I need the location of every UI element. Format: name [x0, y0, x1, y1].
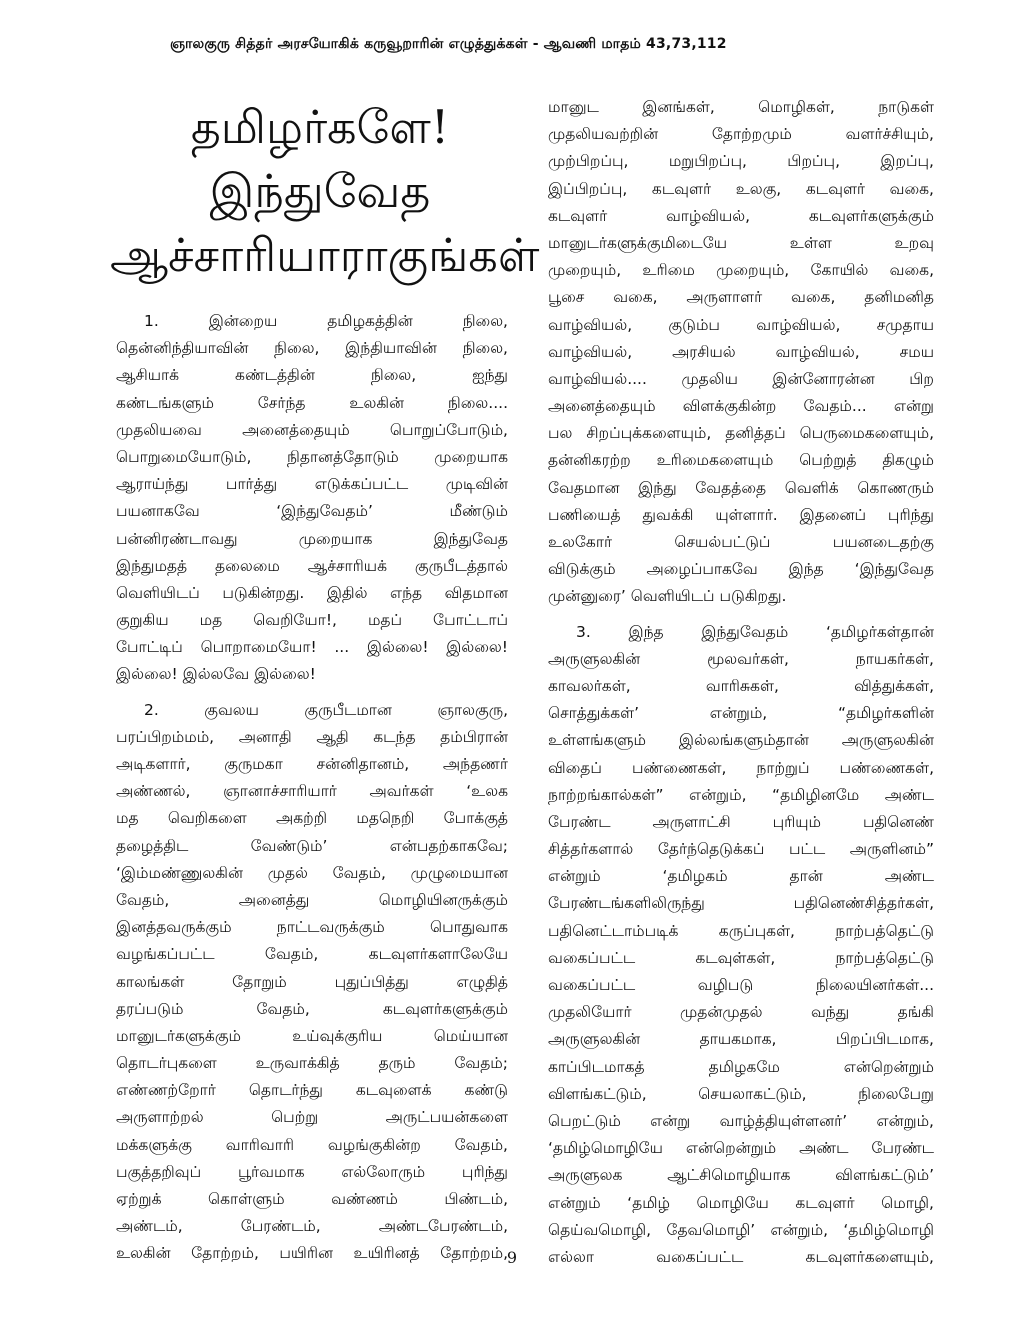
text-line: 1. இன்றைய தமிழகத்தின் நிலை,: [144, 312, 508, 330]
text-line: 2. குவலய குருபீடமான ஞாலகுரு,: [144, 700, 508, 719]
text-line: இந்துமதத் தலைமை ஆச்சாரியக் குருபீடத்தால்: [116, 556, 508, 575]
text-line: சித்தர்களால் தேர்ந்தெடுக்கப் பட்ட அருளினம்”: [548, 840, 934, 859]
text-line: தரப்படும் வேதம், கடவுளர்களுக்கும்: [116, 999, 508, 1018]
text-line: மானுட இனங்கள், மொழிகள், நாடுகள்: [548, 98, 934, 116]
text-line: 3. இந்த இந்துவேதம் ‘தமிழர்கள்தான்: [576, 622, 934, 641]
title-line: ஆச்சாரியாராகுங்கள்: [110, 228, 540, 282]
text-line: வேதமான இந்து வேதத்தை வெளிக் கொணரும்: [548, 478, 934, 497]
text-line: கடவுளர் வாழ்வியல், கடவுளர்களுக்கும்: [548, 206, 934, 225]
text-line: முதலியவற்றின் தோற்றமும் வளர்ச்சியும்,: [548, 125, 934, 144]
text-line: அண்டம், பேரண்டம், அண்டபேரண்டம்,: [116, 1217, 508, 1236]
text-line: பெறட்டும் என்று வாழ்த்தியுள்ளனர்’ என்றும்,: [548, 1111, 934, 1130]
text-line: அனைத்தையும் விளக்குகின்ற வேதம்... என்று: [548, 397, 934, 416]
text-line: பன்னிரண்டாவது முறையாக இந்துவேத: [116, 529, 508, 548]
text-line: பேரண்டங்களிலிருந்து பதினெண்சித்தர்கள்,: [548, 894, 934, 913]
paragraph-gap: [116, 689, 508, 697]
text-line: உலகின் தோற்றம், பயிரின உயிரினத் தோற்றம்,: [116, 1244, 508, 1263]
text-line: இல்லை! இல்லவே இல்லை!: [116, 665, 316, 684]
text-line: காலங்கள் தோறும் புதுப்பித்து எழுதித்: [116, 972, 508, 991]
text-line: இப்பிறப்பு, கடவுளர் உலகு, கடவுளர் வகை,: [548, 179, 934, 198]
text-line: வழங்கப்பட்ட வேதம், கடவுளர்களாலேயே: [116, 945, 508, 964]
text-line: காப்பிடமாகத் தமிழகமே என்றென்றும்: [548, 1057, 934, 1076]
text-line: அடிகளார், குருமகா சன்னிதானம், அந்தணர்: [116, 755, 508, 773]
text-line: விடுக்கும் அழைப்பாகவே இந்த ‘இந்துவேத: [548, 560, 934, 579]
text-line: ‘தமிழ்மொழியே என்றென்றும் அண்ட பேரண்ட: [548, 1139, 934, 1158]
text-line: எல்லா வகைப்பட்ட கடவுளர்களையும்,: [548, 1247, 934, 1266]
text-line: பரப்பிறம்மம், அனாதி ஆதி கடந்த தம்பிரான்: [116, 727, 508, 746]
text-line: வாழ்வியல்.... முதலிய இன்னோரன்ன பிற: [548, 369, 934, 388]
text-line: பல சிறப்புக்களையும், தனித்தப் பெருமைகளையும்,: [548, 424, 934, 443]
text-line: அருளுலகின் தாயகமாக, பிறப்பிடமாக,: [548, 1030, 934, 1049]
text-line: மானுடர்களுக்கும் உய்வுக்குரிய மெய்யான: [116, 1026, 508, 1045]
text-line: விளங்கட்டும், செயலாகட்டும், நிலைபேறு: [548, 1084, 934, 1103]
text-line: பயனாகவே ‘இந்துவேதம்’ மீண்டும்: [116, 502, 508, 521]
text-line: என்றும் ‘தமிழகம் தான் அண்ட: [548, 867, 934, 886]
text-line: வெளியிடப் படுகின்றது. இதில் எந்த விதமான: [116, 583, 508, 602]
text-line: முன்னுரை’ வெளியிடப் படுகிறது.: [548, 587, 787, 606]
text-line: தொடர்புகளை உருவாக்கித் தரும் வேதம்;: [116, 1054, 508, 1073]
text-line: வாழ்வியல், குடும்ப வாழ்வியல், சமுதாய: [548, 315, 934, 334]
text-line: என்றும் ‘தமிழ் மொழியே கடவுளர் மொழி,: [548, 1193, 934, 1212]
text-line: அருளுலக ஆட்சிமொழியாக விளங்கட்டும்’: [548, 1166, 934, 1185]
text-line: இனத்தவருக்கும் நாட்டவருக்கும் பொதுவாக: [116, 918, 508, 937]
paragraph-gap: [548, 611, 934, 619]
text-line: தென்னிந்தியாவின் நிலை, இந்தியாவின் நிலை,: [116, 339, 508, 358]
left-column: [116, 308, 508, 1268]
text-line: ‘இம்மண்ணுலகின் முதல் வேதம், முழுமையான: [116, 863, 508, 882]
text-line: உலகோர் செயல்பட்டுப் பயனடைதற்கு: [548, 533, 934, 551]
page-number: 9: [506, 1248, 518, 1267]
text-line: அண்ணல், ஞானாச்சாரியார் அவர்கள் ‘உலக: [116, 782, 508, 801]
text-line: மானுடர்களுக்குமிடையே உள்ள உறவு: [548, 233, 934, 252]
text-line: வேதம், அனைத்து மொழியினருக்கும்: [116, 890, 508, 909]
text-line: பணியைத் துவக்கி யுள்ளார். இதனைப் புரிந்து: [548, 505, 934, 524]
text-line: பூசை வகை, அருளாளர் வகை, தனிமனித: [548, 288, 934, 307]
title-line: தமிழர்களே!: [190, 100, 450, 154]
text-line: மக்களுக்கு வாரிவாரி வழங்குகின்ற வேதம்,: [116, 1135, 508, 1154]
text-line: தழைத்திட வேண்டும்’ என்பதற்காகவே;: [116, 836, 508, 855]
text-line: வகைப்பட்ட கடவுள்கள், நாற்பத்தெட்டு: [548, 948, 934, 967]
text-line: அருளாற்றல் பெற்று அருட்பயன்களை: [116, 1108, 508, 1127]
text-line: கண்டங்களும் சேர்ந்த உலகின் நிலை....: [116, 393, 508, 412]
text-line: பகுத்தறிவுப் பூர்வமாக எல்லோரும் புரிந்து: [116, 1162, 508, 1181]
text-line: அருளுலகின் மூலவர்கள், நாயகர்கள்,: [548, 649, 934, 668]
text-line: ஏற்றுக் கொள்ளும் வண்ணம் பிண்டம்,: [116, 1190, 508, 1208]
text-line: எண்ணற்றோர் தொடர்ந்து கடவுளைக் கண்டு: [116, 1081, 508, 1100]
text-line: போட்டிப் பொறாமையோ! ... இல்லை! இல்லை!: [116, 638, 508, 657]
text-line: வாழ்வியல், அரசியல் வாழ்வியல், சமய: [548, 342, 934, 361]
right-column: [548, 94, 934, 1271]
text-line: வகைப்பட்ட வழிபடு நிலையினர்கள்...: [548, 976, 934, 994]
text-line: பொறுமையோடும், நிதானத்தோடும் முறையாக: [116, 447, 508, 466]
text-line: சொத்துக்கள்’ என்றும், “தமிழர்களின்: [548, 704, 934, 723]
text-line: காவலர்கள், வாரிசுகள், வித்துக்கள்,: [548, 676, 934, 695]
running-header: ஞாலகுரு சித்தர் அரசயோகிக் கருவூறாரின் எழுத்துக்கள் - ஆவணி மாதம் 43,73,112: [170, 36, 727, 52]
text-line: முறையும், உரிமை முறையும், கோயில் வகை,: [548, 261, 934, 280]
text-line: முற்பிறப்பு, மறுபிறப்பு, பிறப்பு, இறப்பு,: [548, 152, 934, 171]
text-line: முதலியோர் முதன்முதல் வந்து தங்கி: [548, 1003, 934, 1022]
text-line: உள்ளங்களும் இல்லங்களும்தான் அருளுலகின்: [548, 731, 934, 750]
text-line: பேரண்ட அருளாட்சி புரியும் பதினெண்: [548, 812, 934, 831]
text-line: தன்னிகரற்ற உரிமைகளையும் பெற்றுத் திகழும்: [548, 451, 934, 470]
text-line: நாற்றங்கால்கள்” என்றும், “தமிழினமே அண்ட: [548, 785, 934, 804]
text-line: தெய்வமொழி, தேவமொழி’ என்றும், ‘தமிழ்மொழி: [548, 1220, 934, 1239]
text-line: குறுகிய மத வெறியோ!, மதப் போட்டாப்: [116, 611, 508, 630]
text-line: ஆராய்ந்து பார்த்து எடுக்கப்பட்ட முடிவின்: [116, 475, 508, 494]
text-line: முதலியவை அனைத்தையும் பொறுப்போடும்,: [116, 420, 508, 439]
text-line: விதைப் பண்ணைகள், நாற்றுப் பண்ணைகள்,: [548, 758, 934, 777]
text-line: ஆசியாக் கண்டத்தின் நிலை, ஐந்து: [116, 366, 508, 385]
title-line: இந்துவேத: [209, 164, 431, 218]
text-line: மத வெறிகளை அகற்றி மதநெறி போக்குத்: [116, 809, 508, 828]
article-title: [110, 95, 540, 287]
text-line: பதினெட்டாம்படிக் கருப்புகள், நாற்பத்தெட்டு: [548, 921, 934, 940]
